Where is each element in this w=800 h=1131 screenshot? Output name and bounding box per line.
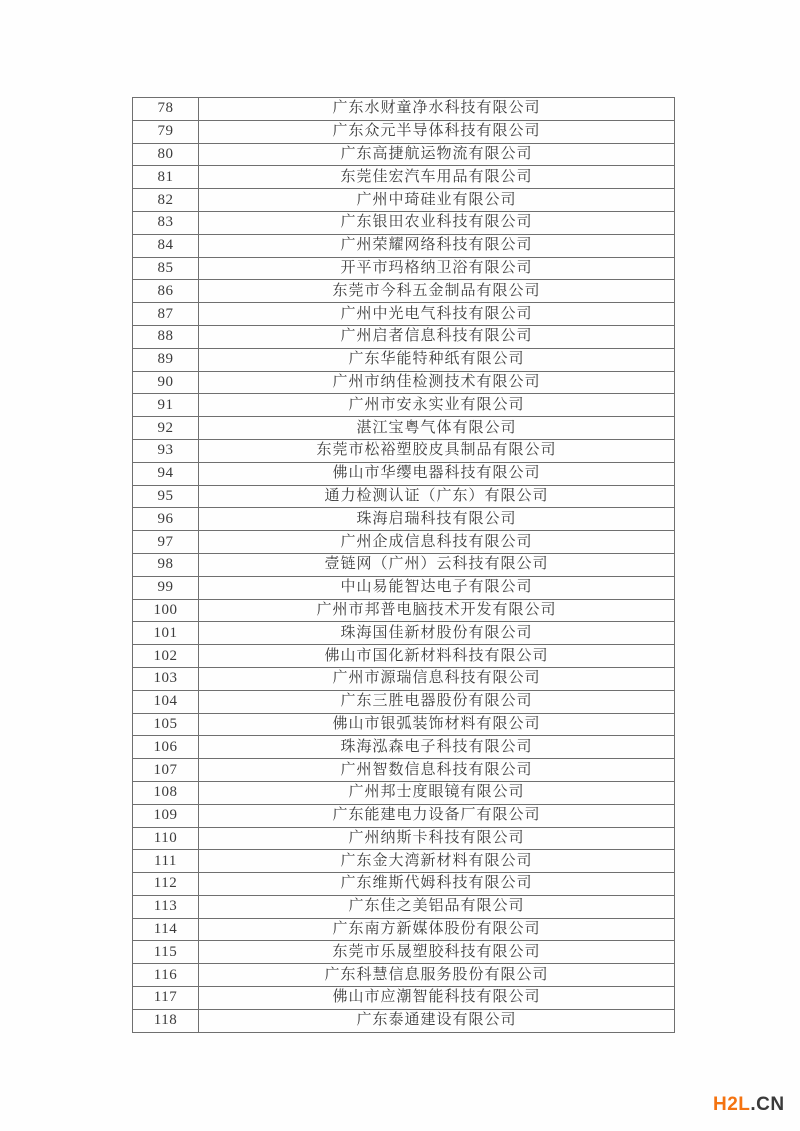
row-number-cell: 90 (133, 371, 199, 394)
row-number-cell: 85 (133, 257, 199, 280)
row-number-cell: 93 (133, 439, 199, 462)
row-number-cell: 116 (133, 964, 199, 987)
company-name-cell: 开平市玛格纳卫浴有限公司 (199, 257, 675, 280)
company-name-cell: 广东佳之美铝品有限公司 (199, 895, 675, 918)
row-number-cell: 102 (133, 645, 199, 668)
company-name-cell: 中山易能智达电子有限公司 (199, 576, 675, 599)
table-row (133, 827, 675, 850)
company-name-cell: 珠海泓森电子科技有限公司 (199, 736, 675, 759)
row-number-cell: 95 (133, 485, 199, 508)
row-number-cell: 96 (133, 508, 199, 531)
table-row (133, 189, 675, 212)
company-name-cell: 广州启者信息科技有限公司 (199, 325, 675, 348)
table-row (133, 211, 675, 234)
row-number-cell: 115 (133, 941, 199, 964)
row-number-cell: 114 (133, 918, 199, 941)
company-name-cell: 佛山市华缨电器科技有限公司 (199, 462, 675, 485)
row-number-cell: 91 (133, 394, 199, 417)
company-name-cell: 广州邦士度眼镜有限公司 (199, 781, 675, 804)
company-name-cell: 广东南方新媒体股份有限公司 (199, 918, 675, 941)
row-number-cell: 80 (133, 143, 199, 166)
table-row (133, 690, 675, 713)
table-row (133, 166, 675, 189)
row-number-cell: 108 (133, 781, 199, 804)
company-name-cell: 佛山市应潮智能科技有限公司 (199, 987, 675, 1010)
watermark-logo (713, 1094, 785, 1116)
company-name-cell: 广州企成信息科技有限公司 (199, 531, 675, 554)
table-row (133, 759, 675, 782)
table-row (133, 371, 675, 394)
table-row (133, 348, 675, 371)
company-name-cell: 广州市邦普电脑技术开发有限公司 (199, 599, 675, 622)
company-name-cell: 佛山市国化新材料科技有限公司 (199, 645, 675, 668)
company-name-cell: 广州市安永实业有限公司 (199, 394, 675, 417)
table-row (133, 462, 675, 485)
table-row (133, 508, 675, 531)
company-name-cell: 广东三胜电器股份有限公司 (199, 690, 675, 713)
table-row (133, 667, 675, 690)
company-list-table (132, 97, 675, 1033)
company-name-cell: 佛山市银弧装饰材料有限公司 (199, 713, 675, 736)
company-name-cell: 珠海国佳新材股份有限公司 (199, 622, 675, 645)
company-name-cell: 东莞市松裕塑胶皮具制品有限公司 (199, 439, 675, 462)
table-row (133, 143, 675, 166)
row-number-cell: 101 (133, 622, 199, 645)
company-name-cell: 湛江宝粤气体有限公司 (199, 417, 675, 440)
company-name-cell: 广州智数信息科技有限公司 (199, 759, 675, 782)
table-row (133, 531, 675, 554)
row-number-cell: 92 (133, 417, 199, 440)
row-number-cell: 82 (133, 189, 199, 212)
company-name-cell: 广州市纳佳检测技术有限公司 (199, 371, 675, 394)
company-name-cell: 广东银田农业科技有限公司 (199, 211, 675, 234)
company-name-cell: 广东众元半导体科技有限公司 (199, 120, 675, 143)
table-row (133, 804, 675, 827)
watermark-logo-h2l: H2L (713, 1094, 751, 1115)
table-row (133, 303, 675, 326)
table-row (133, 873, 675, 896)
company-name-cell: 广东水财童净水科技有限公司 (199, 98, 675, 121)
company-name-cell: 广东金大湾新材料有限公司 (199, 850, 675, 873)
company-name-cell: 壹链网（广州）云科技有限公司 (199, 553, 675, 576)
company-name-cell: 广东能建电力设备厂有限公司 (199, 804, 675, 827)
row-number-cell: 118 (133, 1009, 199, 1032)
table-row (133, 850, 675, 873)
table-row (133, 439, 675, 462)
company-name-cell: 东莞市乐晟塑胶科技有限公司 (199, 941, 675, 964)
table-row (133, 918, 675, 941)
table-row (133, 1009, 675, 1032)
table-row (133, 987, 675, 1010)
table-row (133, 394, 675, 417)
row-number-cell: 113 (133, 895, 199, 918)
table-row (133, 622, 675, 645)
row-number-cell: 103 (133, 667, 199, 690)
company-name-cell: 广州中光电气科技有限公司 (199, 303, 675, 326)
row-number-cell: 110 (133, 827, 199, 850)
table-row (133, 234, 675, 257)
row-number-cell: 86 (133, 280, 199, 303)
table-row (133, 120, 675, 143)
table-row (133, 576, 675, 599)
row-number-cell: 98 (133, 553, 199, 576)
company-name-cell: 广州市源瑞信息科技有限公司 (199, 667, 675, 690)
company-name-cell: 珠海启瑞科技有限公司 (199, 508, 675, 531)
table-row (133, 325, 675, 348)
table-row (133, 781, 675, 804)
row-number-cell: 107 (133, 759, 199, 782)
company-name-cell: 广东科慧信息服务股份有限公司 (199, 964, 675, 987)
table-row (133, 713, 675, 736)
table-row (133, 964, 675, 987)
row-number-cell: 99 (133, 576, 199, 599)
table-row (133, 941, 675, 964)
company-name-cell: 广东泰通建设有限公司 (199, 1009, 675, 1032)
company-name-cell: 广州纳斯卡科技有限公司 (199, 827, 675, 850)
row-number-cell: 89 (133, 348, 199, 371)
company-name-cell: 东莞佳宏汽车用品有限公司 (199, 166, 675, 189)
table-row (133, 736, 675, 759)
company-name-cell: 广州中琦硅业有限公司 (199, 189, 675, 212)
table-row (133, 599, 675, 622)
row-number-cell: 111 (133, 850, 199, 873)
company-name-cell: 通力检测认证（广东）有限公司 (199, 485, 675, 508)
company-name-cell: 广东高捷航运物流有限公司 (199, 143, 675, 166)
row-number-cell: 83 (133, 211, 199, 234)
table-row (133, 257, 675, 280)
table-row (133, 98, 675, 121)
row-number-cell: 97 (133, 531, 199, 554)
company-name-cell: 广州荣耀网络科技有限公司 (199, 234, 675, 257)
company-name-cell: 广东华能特种纸有限公司 (199, 348, 675, 371)
row-number-cell: 79 (133, 120, 199, 143)
row-number-cell: 81 (133, 166, 199, 189)
watermark-logo-cn: .CN (750, 1094, 785, 1115)
table-row (133, 895, 675, 918)
table-row (133, 280, 675, 303)
row-number-cell: 78 (133, 98, 199, 121)
row-number-cell: 106 (133, 736, 199, 759)
company-name-cell: 东莞市今科五金制品有限公司 (199, 280, 675, 303)
row-number-cell: 105 (133, 713, 199, 736)
row-number-cell: 88 (133, 325, 199, 348)
row-number-cell: 117 (133, 987, 199, 1010)
row-number-cell: 84 (133, 234, 199, 257)
row-number-cell: 104 (133, 690, 199, 713)
table-row (133, 417, 675, 440)
row-number-cell: 100 (133, 599, 199, 622)
company-name-cell: 广东维斯代姆科技有限公司 (199, 873, 675, 896)
row-number-cell: 109 (133, 804, 199, 827)
row-number-cell: 87 (133, 303, 199, 326)
row-number-cell: 112 (133, 873, 199, 896)
company-list-body (133, 98, 675, 1033)
table-row (133, 645, 675, 668)
row-number-cell: 94 (133, 462, 199, 485)
table-row (133, 485, 675, 508)
table-row (133, 553, 675, 576)
